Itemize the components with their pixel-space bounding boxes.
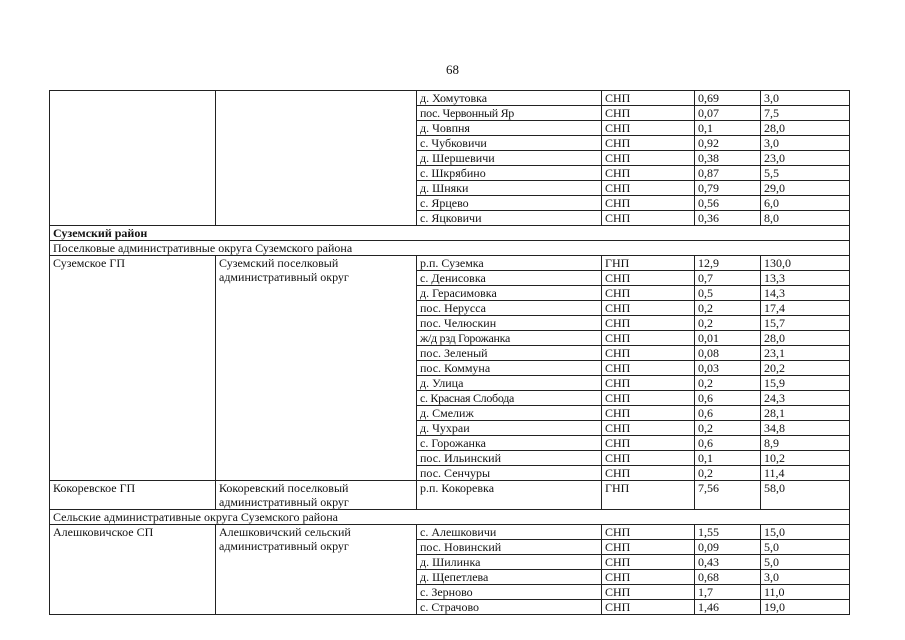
- distance-cell: 14,3: [761, 286, 850, 301]
- okrug-cell: Алешковичский сельский административный округ: [216, 525, 417, 615]
- table-row: [50, 525, 850, 540]
- settlement-type-cell: СНП: [602, 181, 695, 196]
- distance-cell: 15,0: [761, 525, 850, 540]
- area-cell: 12,9: [695, 256, 761, 271]
- distance-cell: 130,0: [761, 256, 850, 271]
- settlement-name-cell: с. Ярцево: [417, 196, 602, 211]
- settlement-type-cell: СНП: [602, 121, 695, 136]
- section-rural-header: [50, 510, 850, 525]
- settlement-type-cell: СНП: [602, 600, 695, 615]
- settlement-type-cell: СНП: [602, 166, 695, 181]
- area-cell: 1,46: [695, 600, 761, 615]
- area-cell: 0,07: [695, 106, 761, 121]
- section-urban-header-cell: Поселковые административные округа Суземского района: [50, 241, 850, 256]
- settlement-type-cell: СНП: [602, 331, 695, 346]
- settlement-type-cell: СНП: [602, 421, 695, 436]
- settlement-type-cell: СНП: [602, 196, 695, 211]
- distance-cell: 23,0: [761, 151, 850, 166]
- settlement-name-cell: с. Шкрябино: [417, 166, 602, 181]
- table-body: [50, 91, 850, 615]
- okrug-cell: Суземский поселковый административный округ: [216, 256, 417, 481]
- distance-cell: 34,8: [761, 421, 850, 436]
- distance-cell: 58,0: [761, 481, 850, 510]
- settlement-type-cell: СНП: [602, 301, 695, 316]
- area-cell: 0,09: [695, 540, 761, 555]
- area-cell: 0,2: [695, 421, 761, 436]
- area-cell: 0,68: [695, 570, 761, 585]
- settlement-type-cell: СНП: [602, 391, 695, 406]
- distance-cell: 6,0: [761, 196, 850, 211]
- distance-cell: 15,9: [761, 376, 850, 391]
- area-cell: 0,38: [695, 151, 761, 166]
- settlement-name-cell: пос. Червонный Яр: [417, 106, 602, 121]
- settlement-name-cell: д. Шершевичи: [417, 151, 602, 166]
- distance-cell: 7,5: [761, 106, 850, 121]
- distance-cell: 11,0: [761, 585, 850, 600]
- settlement-name-cell: пос. Ильинский: [417, 451, 602, 466]
- settlement-name-cell: д. Герасимовка: [417, 286, 602, 301]
- distance-cell: 10,2: [761, 451, 850, 466]
- municipality-cell: Суземское ГП: [50, 256, 216, 481]
- distance-cell: 3,0: [761, 91, 850, 106]
- settlement-name-cell: с. Яцковичи: [417, 211, 602, 226]
- distance-cell: 3,0: [761, 136, 850, 151]
- settlement-name-cell: пос. Сенчуры: [417, 466, 602, 481]
- table-row: [50, 256, 850, 271]
- area-cell: 1,55: [695, 525, 761, 540]
- area-cell: 0,92: [695, 136, 761, 151]
- settlement-name-cell: пос. Новинский: [417, 540, 602, 555]
- settlement-type-cell: СНП: [602, 151, 695, 166]
- municipality-cell: Кокоревское ГП: [50, 481, 216, 510]
- section-rural-header-cell: Сельские административные округа Суземского района: [50, 510, 850, 525]
- settlement-name-cell: р.п. Суземка: [417, 256, 602, 271]
- settlement-type-cell: СНП: [602, 211, 695, 226]
- settlement-type-cell: СНП: [602, 271, 695, 286]
- area-cell: 0,7: [695, 271, 761, 286]
- settlement-name-cell: пос. Челюскин: [417, 316, 602, 331]
- area-cell: 0,2: [695, 376, 761, 391]
- area-cell: 0,6: [695, 391, 761, 406]
- area-cell: 0,69: [695, 91, 761, 106]
- okrug-cell: [216, 91, 417, 226]
- area-cell: 0,2: [695, 301, 761, 316]
- settlement-type-cell: СНП: [602, 346, 695, 361]
- settlement-type-cell: СНП: [602, 136, 695, 151]
- settlement-name-cell: с. Зерново: [417, 585, 602, 600]
- area-cell: 0,01: [695, 331, 761, 346]
- area-cell: 0,1: [695, 121, 761, 136]
- distance-cell: 29,0: [761, 181, 850, 196]
- distance-cell: 5,5: [761, 166, 850, 181]
- distance-cell: 28,1: [761, 406, 850, 421]
- settlement-name-cell: ж/д рзд Горожанка: [417, 331, 602, 346]
- settlement-type-cell: СНП: [602, 540, 695, 555]
- settlement-name-cell: пос. Коммуна: [417, 361, 602, 376]
- okrug-cell: Кокоревский поселковый административный округ: [216, 481, 417, 510]
- distance-cell: 11,4: [761, 466, 850, 481]
- settlement-type-cell: СНП: [602, 316, 695, 331]
- settlement-name-cell: д. Хомутовка: [417, 91, 602, 106]
- distance-cell: 13,3: [761, 271, 850, 286]
- distance-cell: 28,0: [761, 121, 850, 136]
- settlement-name-cell: с. Горожанка: [417, 436, 602, 451]
- distance-cell: 28,0: [761, 331, 850, 346]
- settlement-type-cell: СНП: [602, 570, 695, 585]
- distance-cell: 24,3: [761, 391, 850, 406]
- distance-cell: 23,1: [761, 346, 850, 361]
- area-cell: 0,6: [695, 436, 761, 451]
- settlements-table: [49, 90, 850, 615]
- municipality-cell: Алешковичское СП: [50, 525, 216, 615]
- settlement-name-cell: д. Шняки: [417, 181, 602, 196]
- settlement-type-cell: ГНП: [602, 481, 695, 510]
- section-urban-header: [50, 241, 850, 256]
- settlement-type-cell: СНП: [602, 451, 695, 466]
- settlement-name-cell: пос. Зеленый: [417, 346, 602, 361]
- settlement-name-cell: д. Улица: [417, 376, 602, 391]
- area-cell: 0,5: [695, 286, 761, 301]
- settlement-type-cell: СНП: [602, 525, 695, 540]
- settlement-name-cell: с. Денисовка: [417, 271, 602, 286]
- settlement-name-cell: д. Щепетлева: [417, 570, 602, 585]
- area-cell: 0,2: [695, 466, 761, 481]
- settlement-name-cell: д. Смелиж: [417, 406, 602, 421]
- settlement-name-cell: д. Шилинка: [417, 555, 602, 570]
- distance-cell: 3,0: [761, 570, 850, 585]
- settlement-name-cell: д. Чухраи: [417, 421, 602, 436]
- settlement-name-cell: д. Човпня: [417, 121, 602, 136]
- settlement-type-cell: СНП: [602, 91, 695, 106]
- area-cell: 0,87: [695, 166, 761, 181]
- distance-cell: 15,7: [761, 316, 850, 331]
- settlement-type-cell: СНП: [602, 361, 695, 376]
- table-row: [50, 91, 850, 106]
- area-cell: 0,03: [695, 361, 761, 376]
- area-cell: 0,08: [695, 346, 761, 361]
- area-cell: 1,7: [695, 585, 761, 600]
- settlement-name-cell: р.п. Кокоревка: [417, 481, 602, 510]
- settlement-name-cell: с. Страчово: [417, 600, 602, 615]
- area-cell: 0,36: [695, 211, 761, 226]
- area-cell: 0,56: [695, 196, 761, 211]
- settlement-type-cell: СНП: [602, 376, 695, 391]
- distance-cell: 8,9: [761, 436, 850, 451]
- settlement-type-cell: СНП: [602, 585, 695, 600]
- settlement-type-cell: СНП: [602, 406, 695, 421]
- distance-cell: 19,0: [761, 600, 850, 615]
- area-cell: 0,1: [695, 451, 761, 466]
- area-cell: 7,56: [695, 481, 761, 510]
- area-cell: 0,6: [695, 406, 761, 421]
- settlement-type-cell: СНП: [602, 436, 695, 451]
- settlement-name-cell: с. Алешковичи: [417, 525, 602, 540]
- settlement-type-cell: ГНП: [602, 256, 695, 271]
- settlement-type-cell: СНП: [602, 555, 695, 570]
- settlement-type-cell: СНП: [602, 466, 695, 481]
- settlement-name-cell: пос. Нерусса: [417, 301, 602, 316]
- municipality-cell: [50, 91, 216, 226]
- settlement-name-cell: с. Чубковичи: [417, 136, 602, 151]
- settlement-name-cell: с. Красная Слобода: [417, 391, 602, 406]
- distance-cell: 5,0: [761, 540, 850, 555]
- page-number: 68: [446, 62, 459, 77]
- settlement-type-cell: СНП: [602, 286, 695, 301]
- area-cell: 0,79: [695, 181, 761, 196]
- distance-cell: 17,4: [761, 301, 850, 316]
- distance-cell: 8,0: [761, 211, 850, 226]
- distance-cell: 5,0: [761, 555, 850, 570]
- settlement-type-cell: СНП: [602, 106, 695, 121]
- area-cell: 0,43: [695, 555, 761, 570]
- area-cell: 0,2: [695, 316, 761, 331]
- distance-cell: 20,2: [761, 361, 850, 376]
- district-header: [50, 226, 850, 241]
- district-header-cell: Суземский район: [50, 226, 850, 241]
